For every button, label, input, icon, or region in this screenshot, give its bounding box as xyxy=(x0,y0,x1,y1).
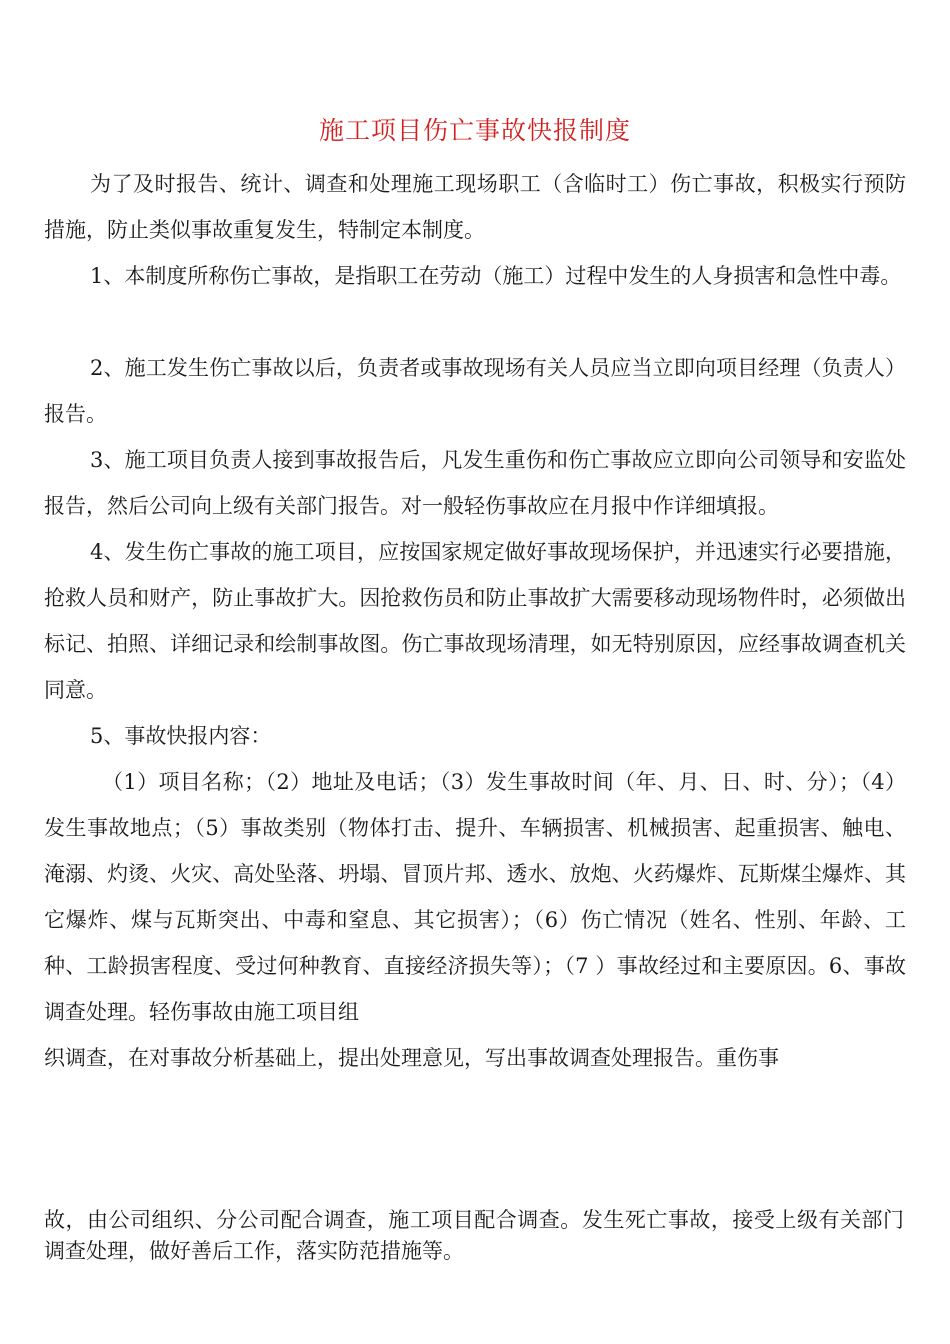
item-4-paragraph: 4、发生伤亡事故的施工项目，应按国家规定做好事故现场保护，并迅速实行必要措施，抢救人员和财产，防止事故扩大。因抢救伤员和防止事故扩大需要移动现场物件时，必须做出标记、拍照、详细记录和绘制事故图。伤亡事故现场清理，如无特别原因，应经事故调查机关同意。 xyxy=(44,540,906,702)
item-5-heading: 5、事故快报内容： xyxy=(90,724,272,748)
item-6-continuation-2: 故，由公司组织、分公司配合调查，施工项目配合调查。发生死亡事故，接受上级有关部门调查处理，做好善后工作，落实防范措施等。 xyxy=(44,1208,904,1263)
item-3-paragraph: 3、施工项目负责人接到事故报告后，凡发生重伤和伤亡事故应立即向公司领导和安监处报告，然后公司向上级有关部门报告。对一般轻伤事故应在月报中作详细填报。 xyxy=(44,448,906,518)
item-1-paragraph: 1、本制度所称伤亡事故，是指职工在劳动（施工）过程中发生的人身损害和急性中毒。 xyxy=(90,264,902,288)
document-title: 施工项目伤亡事故快报制度 xyxy=(318,116,631,145)
item-6-continuation-1: 织调查，在对事故分析基础上，提出处理意见，写出事故调查处理报告。重伤事 xyxy=(44,1046,779,1070)
item-2-paragraph: 2、施工发生伤亡事故以后，负责者或事故现场有关人员应当立即向项目经理（负责人）报告。 xyxy=(44,356,906,426)
item-5-list-paragraph: （1）项目名称；（2）地址及电话；（3）发生事故时间（年、月、日、时、分）；（4）发生事故地点；（5）事故类别（物体打击、提升、车辆损害、机械损害、起重损害、触电、淹溺、灼烫、火灾、高处坠落、坍塌、冒顶片邦、透水、放炮、火药爆炸、瓦斯煤尘爆炸、其它爆炸、煤与瓦斯突出、中毒和窒息、其它损害）；（6）伤亡情况（姓名、性别、年龄、工种、工龄损害程度、受过何种教育、直接经济损失等）；（7 ）事故经过和主要原因。6、事故调查处理。轻伤事故由施工项目组 xyxy=(44,770,906,1024)
intro-paragraph: 为了及时报告、统计、调查和处理施工现场职工（含临时工）伤亡事故，积极实行预防措施，防止类似事故重复发生，特制定本制度。 xyxy=(44,172,906,242)
